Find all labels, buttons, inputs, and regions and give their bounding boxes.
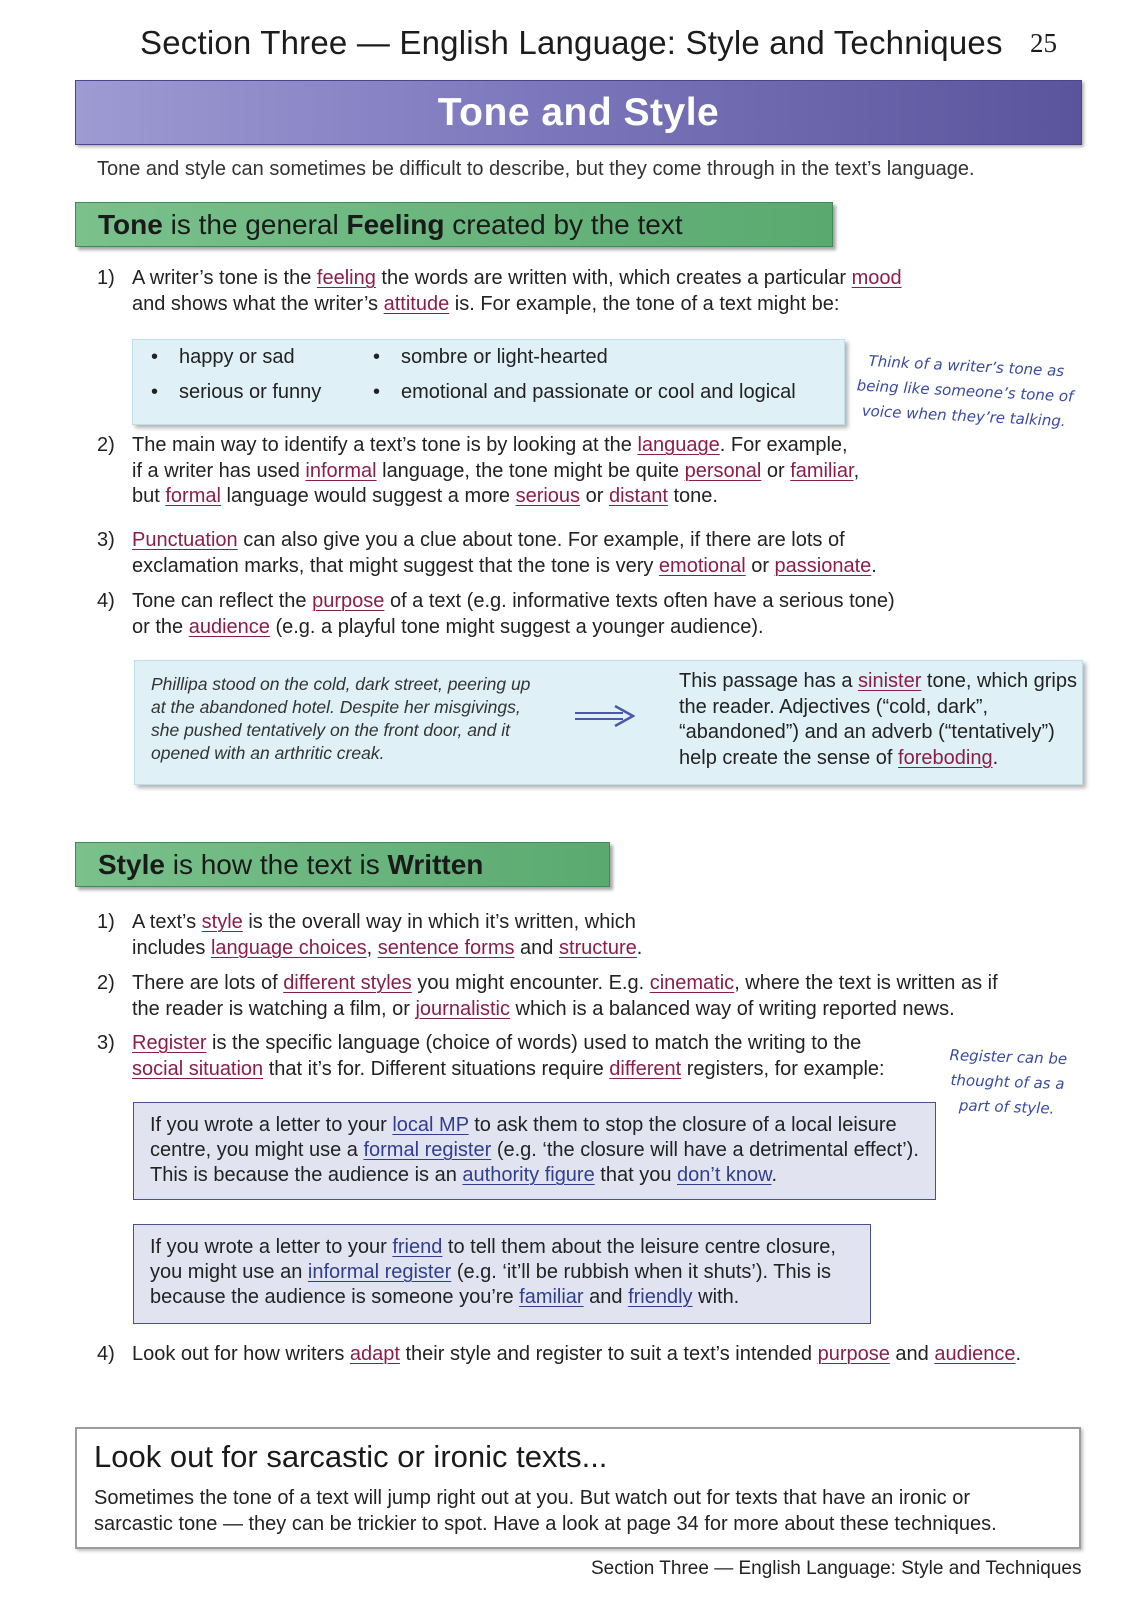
text: A text’s: [132, 911, 202, 933]
style-side-note: Register can be thought of as a part of style.: [949, 1045, 1068, 1118]
item-text: [132, 971, 1032, 1022]
text: registers, for example:: [681, 1057, 885, 1080]
item-text: [132, 1342, 1032, 1368]
text: tone, which grips the reader. Adjectives (“cold, dark”, “abandoned”) and an adverb (“tentatively”) help create the sense of: [679, 670, 1077, 769]
bullet-item: [373, 381, 796, 404]
tone-point-1: [97, 266, 1057, 318]
page-title: Tone and Style: [437, 90, 720, 134]
intro-text: Tone and style can sometimes be difficult to describe, but they come through in the text’s language.: [97, 158, 975, 180]
tone-point-3: [97, 528, 1057, 580]
text: of a text (e.g. informative texts often have a serious tone): [384, 590, 895, 612]
text: the reader is watching a film, or: [132, 997, 416, 1020]
text: This passage has a: [679, 670, 858, 692]
keyword: different: [609, 1057, 682, 1080]
bullet-dot: •: [373, 346, 381, 368]
tone-heading: [75, 202, 833, 247]
text: , where the text is written as if: [734, 972, 998, 994]
keyword: purpose: [817, 1343, 890, 1365]
keyword: audience: [188, 615, 270, 638]
bullet-text: happy or sad: [179, 346, 295, 368]
tone-point-4: [97, 589, 1057, 641]
text: .: [1015, 1343, 1022, 1365]
text: .: [992, 746, 999, 769]
keyword: different styles: [283, 972, 412, 994]
bullet-dot: •: [151, 346, 159, 368]
keyword: audience: [934, 1343, 1016, 1365]
text: and shows what the writer’s: [132, 292, 384, 315]
text: .: [636, 936, 643, 959]
text: There are lots of: [132, 972, 284, 994]
text: The main way to identify a text’s tone is by looking at the: [132, 434, 638, 456]
item-number: 4): [97, 590, 115, 612]
tip-box: [75, 1427, 1081, 1549]
bullet-item: [151, 381, 321, 404]
tone-examples-box: [132, 339, 845, 425]
keyword: feeling: [316, 267, 376, 289]
heading-bold: Feeling: [346, 208, 445, 240]
keyword: style: [201, 911, 243, 933]
keyword: familiar: [519, 1286, 584, 1308]
keyword: Punctuation: [132, 529, 238, 551]
keyword: emotional: [658, 554, 746, 577]
text: to tell them about the leisure centre closure, you might use an: [150, 1236, 836, 1283]
text: A writer’s tone is the: [132, 267, 317, 289]
keyword: structure: [558, 936, 637, 959]
tip-title: Look out for sarcastic or ironic texts...: [94, 1439, 608, 1474]
text: . For example,: [719, 434, 848, 456]
text: Look out for how writers: [132, 1343, 350, 1365]
keyword: journalistic: [415, 997, 510, 1020]
text: includes: [132, 936, 211, 959]
page-footer: Section Three — English Language: Style and Techniques: [591, 1558, 1082, 1579]
item-text: [132, 266, 1032, 317]
text: to ask them to stop the closure of a local leisure centre, you might use a: [150, 1114, 897, 1161]
item-number: 1): [97, 267, 115, 289]
keyword: purpose: [312, 590, 385, 612]
item-number: 1): [97, 911, 115, 933]
text: the words are written with, which creates a particular: [375, 267, 852, 289]
item-text: [132, 1031, 922, 1082]
formal-register-box: [133, 1102, 936, 1200]
keyword: social situation: [132, 1057, 264, 1080]
text: If you wrote a letter to your: [150, 1236, 393, 1258]
text: or the: [132, 615, 189, 638]
keyword: local MP: [392, 1114, 469, 1136]
text: and: [889, 1343, 935, 1365]
tip-text: Sometimes the tone of a text will jump right out at you. But watch out for texts that have an ironic or sarcastic tone — they can be trickier to spot. Have a look at page 34 for more about these techniques.: [94, 1487, 997, 1535]
style-point-1: [97, 910, 1057, 962]
text: (e.g. ‘it’ll be rubbish when it shuts’). This is because the audience is someone you’re: [150, 1261, 832, 1308]
style-point-3: [97, 1031, 927, 1083]
item-number: 3): [97, 1032, 115, 1054]
text: but: [132, 485, 166, 507]
keyword: Register: [132, 1032, 207, 1054]
text: and: [583, 1286, 629, 1308]
bullet-item: [373, 346, 608, 369]
item-text: [132, 433, 1032, 510]
heading-text: is how the text is: [164, 848, 388, 880]
right-arrow-icon: [573, 705, 635, 727]
style-point-4: [97, 1342, 1057, 1368]
keyword: authority figure: [462, 1164, 595, 1186]
keyword: sentence forms: [377, 936, 515, 959]
text: .: [871, 554, 877, 577]
text: which is a balanced way of writing reported news.: [509, 997, 955, 1020]
page-header: Section Three — English Language: Style and Techniques: [140, 24, 1003, 61]
keyword: language: [637, 434, 720, 456]
example-analysis: [679, 669, 1079, 771]
keyword: cinematic: [649, 972, 735, 994]
text: exclamation marks, that might suggest that the tone is very: [132, 554, 659, 577]
heading-text: is the general: [162, 208, 347, 240]
text: is the specific language (choice of words) used to match the writing to the: [206, 1032, 862, 1054]
item-text: [132, 589, 1032, 640]
bullet-item: [151, 346, 295, 369]
text: (e.g. a playful tone might suggest a younger audience).: [269, 615, 764, 638]
tone-example-box: [134, 660, 1083, 785]
keyword: informal: [305, 459, 377, 482]
style-point-2: [97, 971, 1057, 1023]
heading-bold: Written: [387, 848, 484, 880]
bullet-text: serious or funny: [179, 381, 322, 403]
keyword: sinister: [858, 670, 922, 692]
heading-bold: Tone: [98, 208, 163, 240]
text: ,: [853, 459, 860, 482]
keyword: informal register: [307, 1261, 452, 1283]
text: language, the tone might be quite: [376, 459, 685, 482]
style-heading: [75, 842, 610, 887]
heading-text: created by the text: [444, 208, 683, 240]
item-text: [132, 910, 1032, 961]
keyword: distant: [608, 485, 668, 507]
keyword: attitude: [383, 292, 450, 315]
text: or: [761, 459, 791, 482]
keyword: serious: [515, 485, 581, 507]
text: .: [771, 1164, 778, 1186]
page-number: 25: [1030, 28, 1057, 58]
keyword: familiar: [790, 459, 854, 482]
bullet-text: sombre or light-hearted: [401, 346, 608, 368]
text: you might encounter. E.g.: [411, 972, 650, 994]
keyword: formal register: [363, 1139, 492, 1161]
text: with.: [692, 1286, 740, 1308]
bullet-text: emotional and passionate or cool and logical: [401, 381, 796, 403]
keyword: language choices: [210, 936, 367, 959]
tone-point-2: [97, 433, 1057, 511]
keyword: passionate: [774, 554, 872, 577]
keyword: friendly: [628, 1286, 693, 1308]
title-bar: [75, 80, 1082, 145]
keyword: formal: [165, 485, 221, 507]
text: or: [745, 554, 775, 577]
text: is. For example, the tone of a text might be:: [449, 292, 840, 315]
bullet-dot: •: [151, 381, 159, 403]
text: can also give you a clue about tone. For example, if there are lots of: [237, 529, 845, 551]
text: language would suggest a more: [220, 485, 516, 507]
text: or: [580, 485, 609, 507]
text: their style and register to suit a text’s intended: [399, 1343, 818, 1365]
keyword: personal: [684, 459, 762, 482]
text: if a writer has used: [132, 459, 306, 482]
text: that it’s for. Different situations require: [263, 1057, 610, 1080]
tone-side-note: Think of a writer’s tone as being like someone’s tone of voice when they’re talking.: [856, 351, 1074, 431]
example-passage: Phillipa stood on the cold, dark street, peering up at the abandoned hotel. Despite her misgivings, she pushed tentatively on the front door, and it opened with an arthritic creak.: [151, 674, 531, 763]
item-number: 4): [97, 1343, 115, 1365]
bullet-dot: •: [373, 381, 381, 403]
text: ,: [366, 936, 378, 959]
text: that you: [594, 1164, 677, 1186]
keyword: foreboding: [898, 746, 993, 769]
item-text: [132, 528, 1032, 579]
item-number: 3): [97, 529, 115, 551]
text: tone.: [667, 485, 718, 507]
text: (e.g. ‘the closure will have a detrimental effect’). This is because the audience is an: [150, 1139, 919, 1186]
keyword: don’t know: [677, 1164, 772, 1186]
keyword: adapt: [349, 1343, 400, 1365]
item-number: 2): [97, 434, 115, 456]
heading-bold: Style: [98, 848, 165, 880]
item-number: 2): [97, 972, 115, 994]
text: If you wrote a letter to your: [150, 1114, 393, 1136]
text: Tone can reflect the: [132, 590, 313, 612]
text: and: [514, 936, 559, 959]
text: is the overall way in which it’s written, which: [242, 911, 636, 933]
keyword: friend: [392, 1236, 443, 1258]
keyword: mood: [851, 267, 902, 289]
informal-register-box: [133, 1224, 871, 1324]
